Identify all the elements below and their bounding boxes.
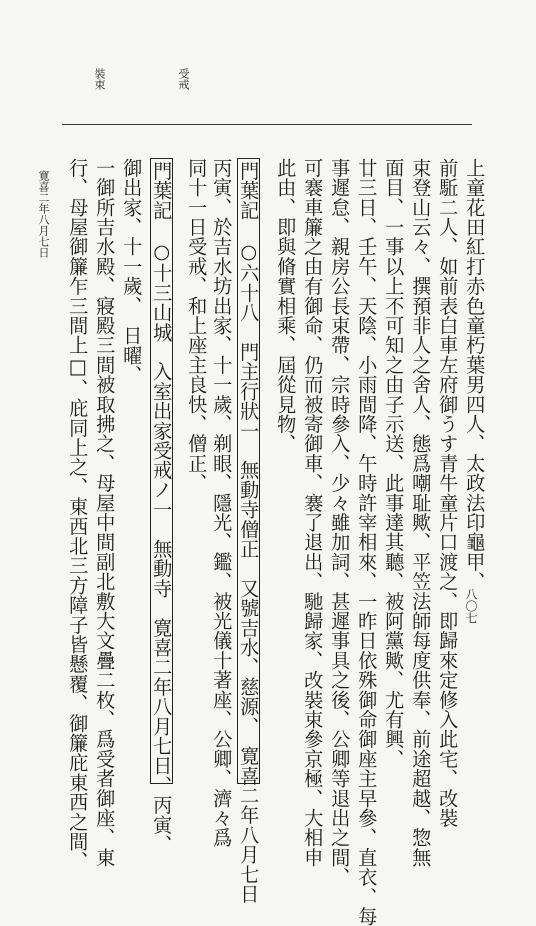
text-column: 面目、一事以上不可知之由子示送、此事達其聽、被阿黨歟、尤有興、 — [382, 158, 406, 769]
running-header: 寛喜二年八月七日 — [37, 170, 50, 258]
text-column: 御出家、十一歲、 日曜、 — [120, 158, 144, 385]
text-column: 同十一日受戒、和上座主良快、僧正、 — [185, 158, 209, 493]
top-note-right: 受戒 — [177, 68, 190, 90]
header-rule — [62, 124, 472, 125]
text-column: 行、母屋御簾乍三間上□、庇同上之、東西北三方障子皆懸覆、御簾庇東西之間、 — [66, 158, 90, 871]
text-column: 一御所吉水殿、寢殿三間被取拂之、母屋中間副北敷大文疊二枚、爲受者御座、東 — [93, 158, 117, 868]
top-note-left: 裝束 — [93, 68, 106, 90]
text-column: 廿三日、壬午、天陰、小雨間降、午時許宰相來、一昨日依殊御命御座主早參、直衣、每 — [355, 158, 379, 926]
text-column: 可褰車簾之由有御命、仍而被寄御車、褰了退出、馳歸家、改裝束參京極、大相申 — [301, 158, 325, 868]
text-column: 事遲怠、親房公長束帶、宗時參入、少々雖加詞、甚遲事具之後、公卿等退出之間、 — [328, 158, 352, 887]
text-column: 門葉記 ○十三山城 入室出家受戒ノ一 無動寺 寛喜二年八月七日、丙寅、 — [150, 158, 173, 784]
text-column: 束登山云々、撰預非人之舍人、態爲嘲耻歟、平笠法師每度供奉、前途超越、惣無 — [409, 158, 433, 868]
page-number: 八〇七 — [464, 588, 478, 624]
text-column: 此由、即與脩實相乘、屆從見物、 — [274, 158, 298, 454]
text-column: 丙寅、於吉水坊出家、十一歲、剃眼、隱光、鑑、被光儀十著座、公卿、濟々爲 — [210, 158, 234, 848]
text-column: 前駈二人、如前表白車左府御うす青牛童片口渡之、即歸來定修入此宅、改裝 — [436, 158, 460, 828]
text-column: 上童花田紅打赤色童朽葉男四人、太政法印龜甲、 — [463, 158, 487, 592]
text-column: 門葉記 ○六十八 門主行狀一 無動寺僧正 又號吉水、慈源、 寛喜二年八月七日 — [237, 158, 260, 784]
